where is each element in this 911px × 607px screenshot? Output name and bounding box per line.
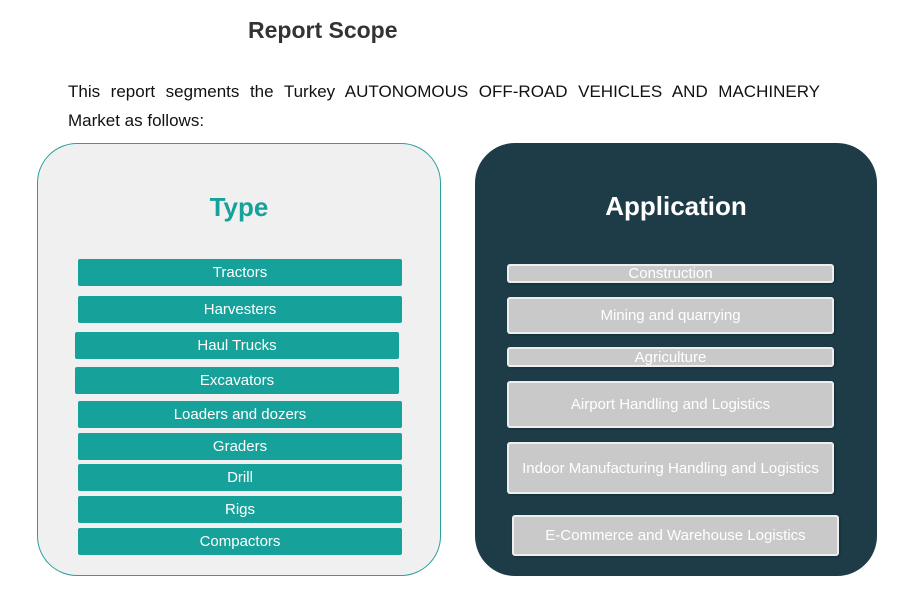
type-item-rigs: Rigs <box>78 496 402 523</box>
application-item-airport-handling: Airport Handling and Logistics <box>507 381 834 428</box>
type-item-graders: Graders <box>78 433 402 460</box>
application-heading: Application <box>605 191 747 221</box>
application-item-indoor-manufacturing: Indoor Manufacturing Handling and Logistics <box>507 442 834 494</box>
type-item-excavators: Excavators <box>75 367 399 394</box>
type-item-harvesters: Harvesters <box>78 296 402 323</box>
application-item-agriculture: Agriculture <box>507 347 834 367</box>
application-item-mining-and-quarrying: Mining and quarrying <box>507 297 834 334</box>
application-item-construction: Construction <box>507 264 834 283</box>
page-title: Report Scope <box>248 17 398 43</box>
type-item-compactors: Compactors <box>78 528 402 555</box>
type-heading: Type <box>209 192 269 222</box>
type-panel <box>37 143 441 576</box>
type-item-loaders-and-dozers: Loaders and dozers <box>78 401 402 428</box>
type-item-tractors: Tractors <box>78 259 402 286</box>
type-item-drill: Drill <box>78 464 402 491</box>
application-panel <box>475 143 877 576</box>
type-item-haul-trucks: Haul Trucks <box>75 332 399 359</box>
application-item-ecommerce-warehouse: E-Commerce and Warehouse Logistics <box>512 515 839 556</box>
intro-paragraph: This report segments the Turkey AUTONOMOUS OFF-ROAD VEHICLES AND MACHINERY Market as follows: <box>68 82 820 130</box>
